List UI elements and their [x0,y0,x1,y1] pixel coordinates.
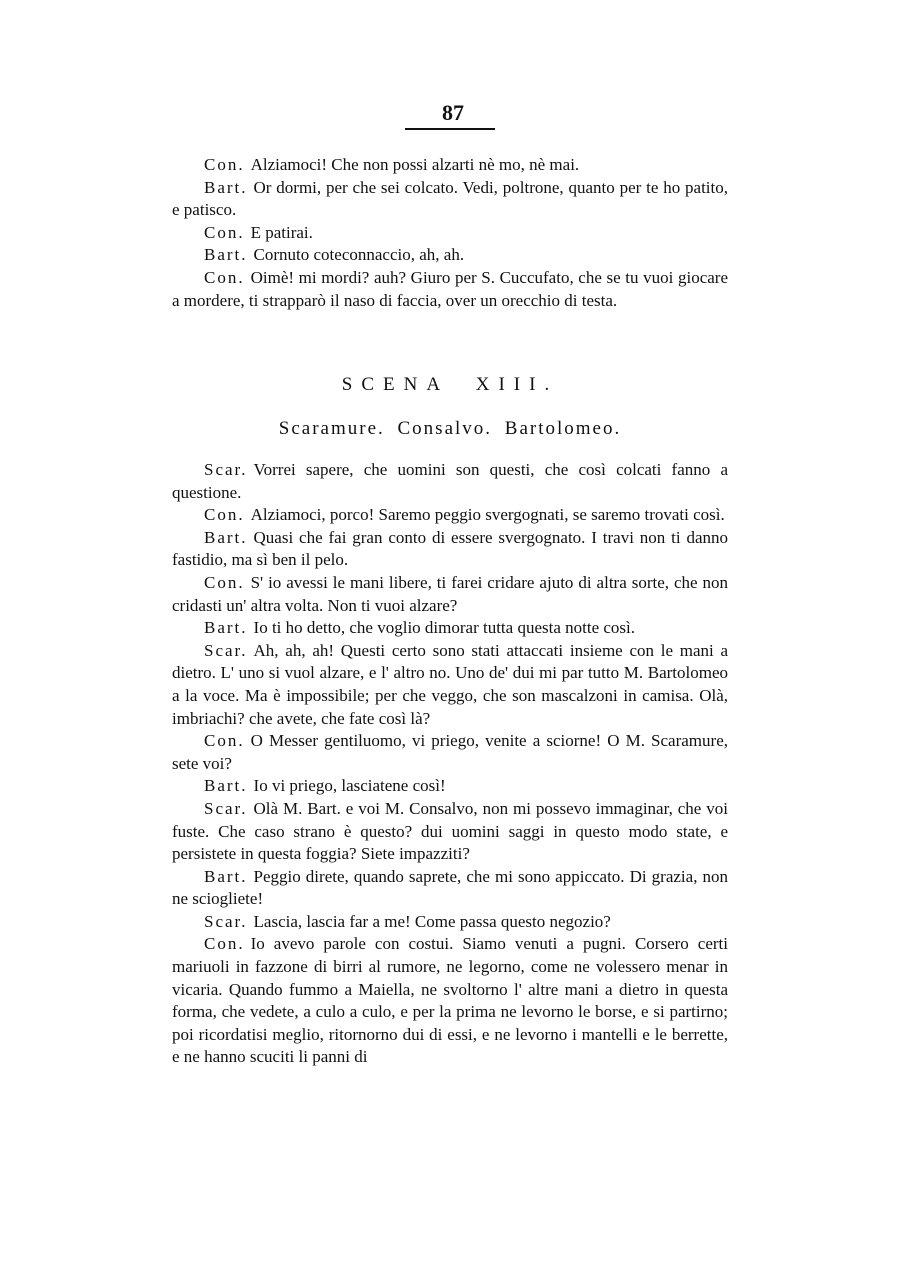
speaker-name: Scar. [204,798,248,818]
speech [172,911,728,934]
speaker-name: Con. [204,934,245,954]
speech-text: Ah, ah, ah! Questi certo sono stati attaccati insieme con le mani a dietro. L' uno si vuol alzare, e l' altro no. Uno de' dui mi par tutto M. Bartolomeo a la voce. Ma è impossibile; per che veggo, che son mascalzoni in camisa. Olà, imbriachi? che avete, che fate così là? [172,640,728,728]
speech-text: Vorrei sapere, che uomini son questi, che così colcati fanno a questione. [172,460,728,502]
speech-text: Or dormi, per che sei colcato. Vedi, poltrone, quanto per te ho patito, e patisco. [172,177,728,220]
speech-text: Cornuto coteconnaccio, ah, ah. [253,245,465,265]
speech-text: E patirai. [250,222,313,242]
speech-text: Oimè! mi mordi? auh? Giuro per S. Cuccufato, che se tu vuoi giocare a mordere, ti strapparò il naso di faccia, over un orecchio di testa. [172,267,728,310]
speech-text: O Messer gentiluomo, vi priego, venite a sciorne! O M. Scaramure, sete voi? [172,731,728,773]
speech [172,222,728,245]
speech [172,244,728,267]
speech [172,640,728,730]
speaker-name: Con. [204,572,245,592]
speaker-name: Bart. [204,776,248,796]
speech [172,154,728,177]
speaker-name: Con. [204,222,245,242]
speech-text: Peggio direte, quando saprete, che mi sono appiccato. Di grazia, non ne sciogliete! [172,866,728,909]
page-number: 87 [442,100,464,125]
speaker-name: Bart. [204,527,248,547]
speech-text: Alziamoci, porco! Saremo peggio svergognati, se saremo trovati così. [250,505,725,525]
speaker-name: Bart. [204,618,248,638]
speech [172,866,728,911]
scene-13-dialogue [172,459,728,1069]
scene-12-dialogue [172,154,728,312]
speaker-name: Scar. [204,460,248,479]
speech [172,504,728,527]
speech [172,459,728,504]
speech-text: Olà M. Bart. e voi M. Consalvo, non mi possevo immaginar, che voi fuste. Che caso strano è questo? dui uomini saggi in questo modo state, e persistete in questa foggia? Siete impazziti? [172,798,728,864]
speech [172,527,728,572]
speaker-name: Bart. [204,866,248,886]
speech-text: Io avevo parole con costui. Siamo venuti a pugni. Corsero certi mariuoli in fazzone di birri al rumore, ne legorno, come ne volessero menar in vicaria. Quando fummo a Maiella, ne svoltorno l' altre mani a dietro in questa forma, che vedete, a culo a culo, e per la prima ne levorno le borse, e si partirno; poi ricordatisi meglio, ritornorno dui di essi, e ne levorno i mantelli e le berrette, e ne hanno scuciti li panni di [172,934,728,1067]
page-number-rule [405,128,495,130]
speaker-name: Con. [204,731,245,751]
speaker-name: Con. [204,155,245,174]
speaker-name: Bart. [204,177,248,197]
speech [172,933,728,1069]
speaker-name: Scar. [204,911,248,931]
speech [172,617,728,640]
speech [172,267,728,312]
speech-text: Alziamoci! Che non possi alzarti nè mo, nè mai. [250,155,580,174]
speech-text: Quasi che fai gran conto di essere svergognato. I travi non ti danno fastidio, ma sì ben il pelo. [172,527,728,570]
speech-text: Lascia, lascia far a me! Come passa questo negozio? [253,911,611,931]
speaker-name: Bart. [204,245,248,265]
speech [172,775,728,798]
speech-text: Io ti ho detto, che voglio dimorar tutta questa notte così. [253,618,636,638]
speech-text: Io vi priego, lasciatene così! [253,776,446,796]
speech [172,798,728,866]
speech [172,730,728,775]
speech [172,177,728,222]
speaker-name: Con. [204,505,245,525]
scene-title: SCENA XIII. [341,374,559,395]
speech [172,572,728,617]
speaker-name: Con. [204,267,245,287]
speech-text: S' io avessi le mani libere, ti farei cridare ajuto di altra sorte, che non cridasti un' altra volta. Non ti vuoi alzare? [172,572,728,615]
speaker-name: Scar. [204,640,248,660]
scene-characters: Scaramure. Consalvo. Bartolomeo. [278,418,622,439]
